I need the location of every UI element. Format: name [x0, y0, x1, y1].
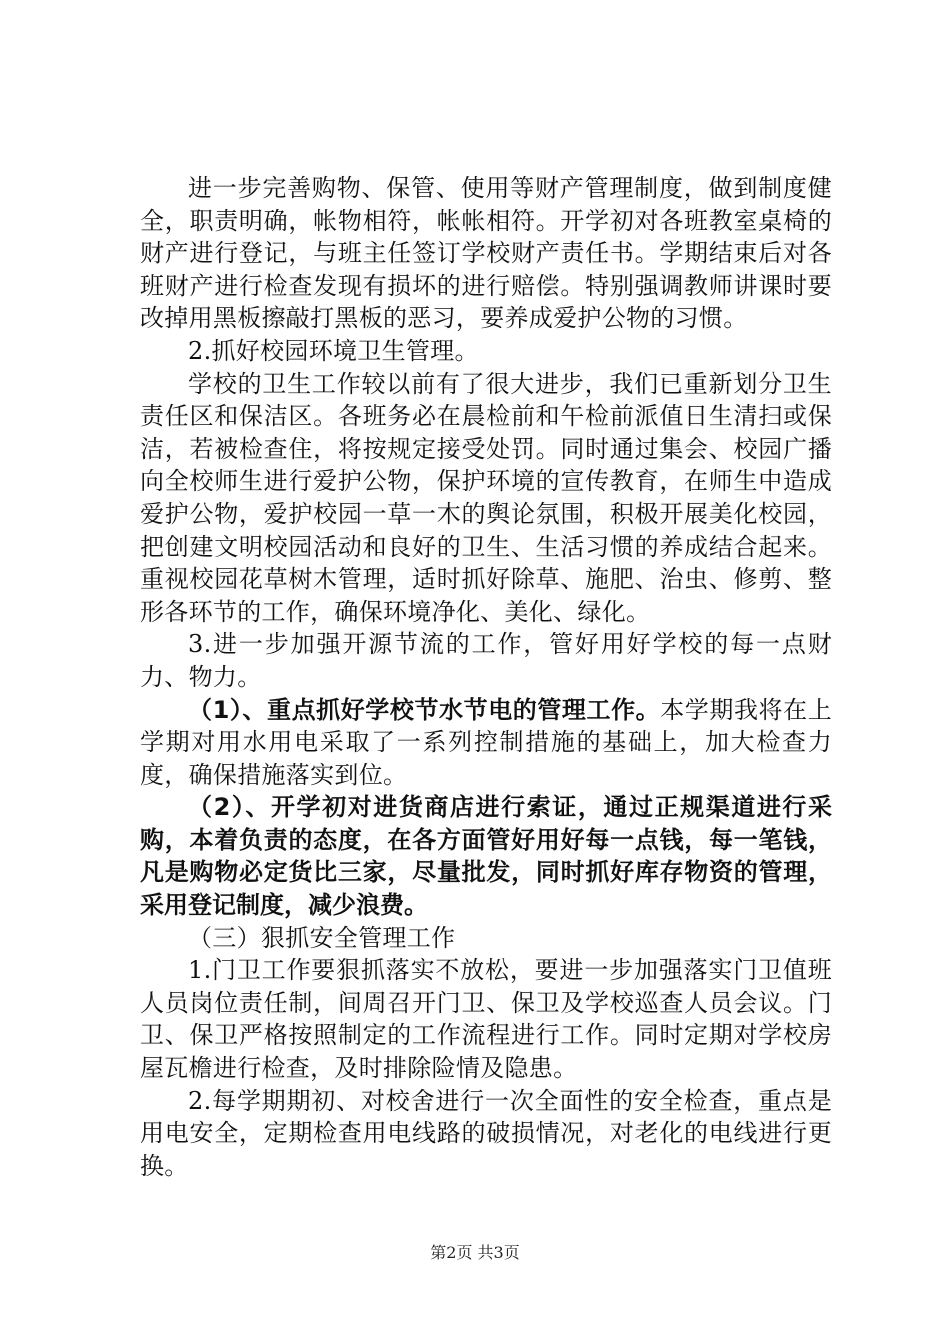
- paragraph-water-electricity-text: 本学期我将在上学期对用水用电采取了一系列控制措施的基础上，加大检查力度，确保措施落实到位。: [140, 695, 832, 789]
- paragraph-hygiene-work: 学校的卫生工作较以前有了很大进步，我们已重新划分卫生责任区和保洁区。各班务必在晨检前和午检前派值日生清扫或保洁，若被检查住，将按规定接受处罚。同时通过集会、校园广播向全校师生进行爱护公物，保护环境的宣传教育，在师生中造成爱护公物，爱护校园一草一木的舆论氛围，积极开展美化校园，把创建文明校园活动和良好的卫生、生活习惯的养成结合起来。重视校园花草树木管理，适时抓好除草、施肥、治虫、修剪、整形各环节的工作，确保环境净化、美化、绿化。: [140, 369, 832, 626]
- paragraph-property-management: 进一步完善购物、保管、使用等财产管理制度，做到制度健全，职责明确，帐物相符，帐帐相符。开学初对各班教室桌椅的财产进行登记，与班主任签订学校财产责任书。学期结束后对各班财产进行检查发现有损坏的进行赔偿。特别强调教师讲课时要改掉用黑板擦敲打黑板的恶习，要养成爱护公物的习惯。: [140, 174, 832, 333]
- page-number-footer: 第2页 共3页: [430, 1243, 520, 1262]
- paragraph-water-electricity-bold: （1）、重点抓好学校节水节电的管理工作。: [188, 695, 661, 724]
- heading-environment-hygiene: 2.抓好校园环境卫生管理。: [188, 336, 479, 365]
- heading-safety-management: （三）狠抓安全管理工作: [188, 923, 456, 952]
- paragraph-water-electricity: [140, 694, 832, 792]
- paragraph-guard-work: 1.门卫工作要狠抓落实不放松，要进一步加强落实门卫值班人员岗位责任制，间周召开门卫、保卫及学校巡查人员会议。门卫、保卫严格按照制定的工作流程进行工作。同时定期对学校房屋瓦檐进行检查，及时排除险情及隐患。: [140, 956, 832, 1083]
- paragraph-safety-inspection: 2.每学期期初、对校舍进行一次全面性的安全检查，重点是用电安全，定期检查用电线路的破损情况，对老化的电线进行更换。: [140, 1086, 832, 1180]
- document-body: [140, 172, 832, 1182]
- paragraph-purchasing: （2）、开学初对进货商店进行索证，通过正规渠道进行采购，本着负责的态度，在各方面管好用好每一点钱，每一笔钱，凡是购物必定货比三家，尽量批发，同时抓好库存物资的管理，采用登记制度，减少浪费。: [140, 793, 832, 920]
- heading-open-source-economy: 3.进一步加强开源节流的工作，管好用好学校的每一点财力、物力。: [140, 630, 832, 691]
